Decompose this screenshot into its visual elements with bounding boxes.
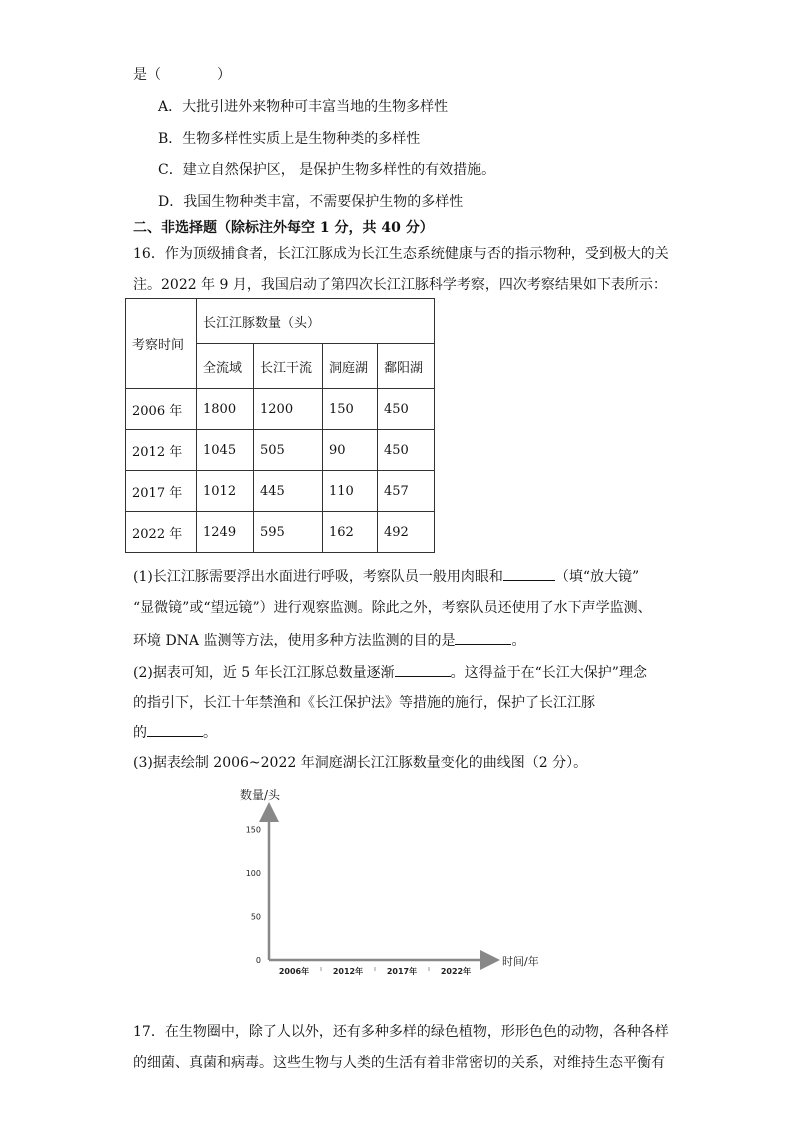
col-header: 鄱阳湖 (378, 344, 435, 389)
cell: 150 (323, 389, 378, 430)
cell: 505 (254, 430, 323, 471)
cell: 1045 (197, 430, 254, 471)
blank-line-chart (228, 782, 558, 982)
cell: 1249 (197, 512, 254, 553)
x-tick-label: 2012年 (332, 967, 364, 976)
group-header: 长江江豚数量（头） (197, 299, 435, 344)
q16-intro-line2: 注。2022 年 9 月，我国启动了第四次长江江豚科学考察，四次考察结果如下表所示： (133, 277, 667, 293)
cell: 450 (378, 389, 435, 430)
answer-blank[interactable] (147, 722, 203, 737)
cell: 1200 (254, 389, 323, 430)
q16-p3-line: (3)据表绘制 2006~2022 年洞庭湖长江江豚数量变化的曲线图（2 分）。 (133, 755, 588, 771)
table-row (126, 389, 435, 430)
cell: 1800 (197, 389, 254, 430)
q16-p2-text-c: 的 (133, 725, 147, 741)
q16-p1-text-a: (1)长江江豚需要浮出水面进行呼吸，考察队员一般用肉眼和 (133, 569, 503, 585)
cell: 450 (378, 430, 435, 471)
q16-p2-line1 (133, 662, 647, 683)
q16-p1-line2: “显微镜”或“望远镜”）进行观察监测。除此之外，考察队员还使用了水下声学监测、 (133, 600, 652, 616)
y-tick-label: 100 (245, 868, 261, 878)
q16-p2-line2: 的指引下，长江十年禁渔和《长江保护法》等措施的施行，保护了长江江豚 (133, 695, 595, 711)
table-row (126, 430, 435, 471)
col-header: 全流域 (197, 344, 254, 389)
q15-option-a: A．大批引进外来物种可丰富当地的生物多样性 (158, 99, 449, 115)
q16-p1-line1 (133, 566, 639, 587)
row-year: 2017 年 (126, 471, 197, 512)
q16-p1-text-c: 环境 DNA 监测等方法，使用多种方法监测的目的是 (133, 633, 456, 649)
x-tick-label: 2006年 (278, 967, 310, 976)
q16-intro-line1: 16．作为顶级捕食者，长江江豚成为长江生态系统健康与否的指示物种，受到极大的关 (133, 246, 669, 262)
y-tick-label: 150 (245, 825, 261, 835)
row-year: 2022 年 (126, 512, 197, 553)
x-tick-label: 2017年 (386, 967, 418, 976)
q15-option-b: B．生物多样性实质上是生物种类的多样性 (158, 131, 421, 147)
q16-p2-text-a: (2)据表可知，近 5 年长江江豚总数量逐渐 (133, 665, 395, 681)
q17-line2: 的细菌、真菌和病毒。这些生物与人类的生活有着非常密切的关系，对维持生态平衡有 (133, 1055, 665, 1071)
cell: 110 (323, 471, 378, 512)
q16-p1-line3 (133, 630, 525, 651)
survey-table (125, 298, 435, 553)
cell: 457 (378, 471, 435, 512)
answer-blank[interactable] (455, 630, 511, 645)
y-tick-label: 50 (250, 912, 261, 922)
col-header: 洞庭湖 (323, 344, 378, 389)
x-tick-label: 2022年 (440, 967, 472, 976)
col-header: 长江干流 (254, 344, 323, 389)
q17-line1: 17．在生物圈中，除了人以外，还有多种多样的绿色植物，形形色色的动物，各种各样 (133, 1024, 669, 1040)
table-row (126, 512, 435, 553)
cell: 90 (323, 430, 378, 471)
section-title: 二、非选择题（除标注外每空 1 分，共 40 分） (133, 220, 434, 236)
q16-p2-line3 (133, 722, 217, 743)
q16-p2-text-b: 。这得益于在“长江大保护”理念 (450, 665, 647, 681)
y-axis-label: 数量/头 (240, 788, 281, 802)
cell: 492 (378, 512, 435, 553)
y-tick-label: 0 (255, 956, 261, 965)
row-year: 2006 年 (126, 389, 197, 430)
table-row (126, 471, 435, 512)
cell: 445 (254, 471, 323, 512)
answer-blank[interactable] (395, 662, 451, 677)
q16-p2-text-d: 。 (203, 725, 217, 741)
time-header: 考察时间 (126, 299, 197, 389)
x-axis-label: 时间/年 (502, 955, 539, 968)
answer-blank[interactable] (503, 566, 555, 581)
q15-option-d: D．我国生物种类丰富，不需要保护生物的多样性 (158, 194, 464, 210)
q15-stem: 是（ ） (133, 67, 231, 83)
cell: 595 (254, 512, 323, 553)
q16-p1-text-b: （填“放大镜” (554, 569, 640, 585)
row-year: 2012 年 (126, 430, 197, 471)
q16-p1-text-d: 。 (511, 633, 526, 649)
cell: 1012 (197, 471, 254, 512)
q15-option-c: C．建立自然保护区， 是保护生物多样性的有效措施。 (158, 162, 496, 178)
cell: 162 (323, 512, 378, 553)
